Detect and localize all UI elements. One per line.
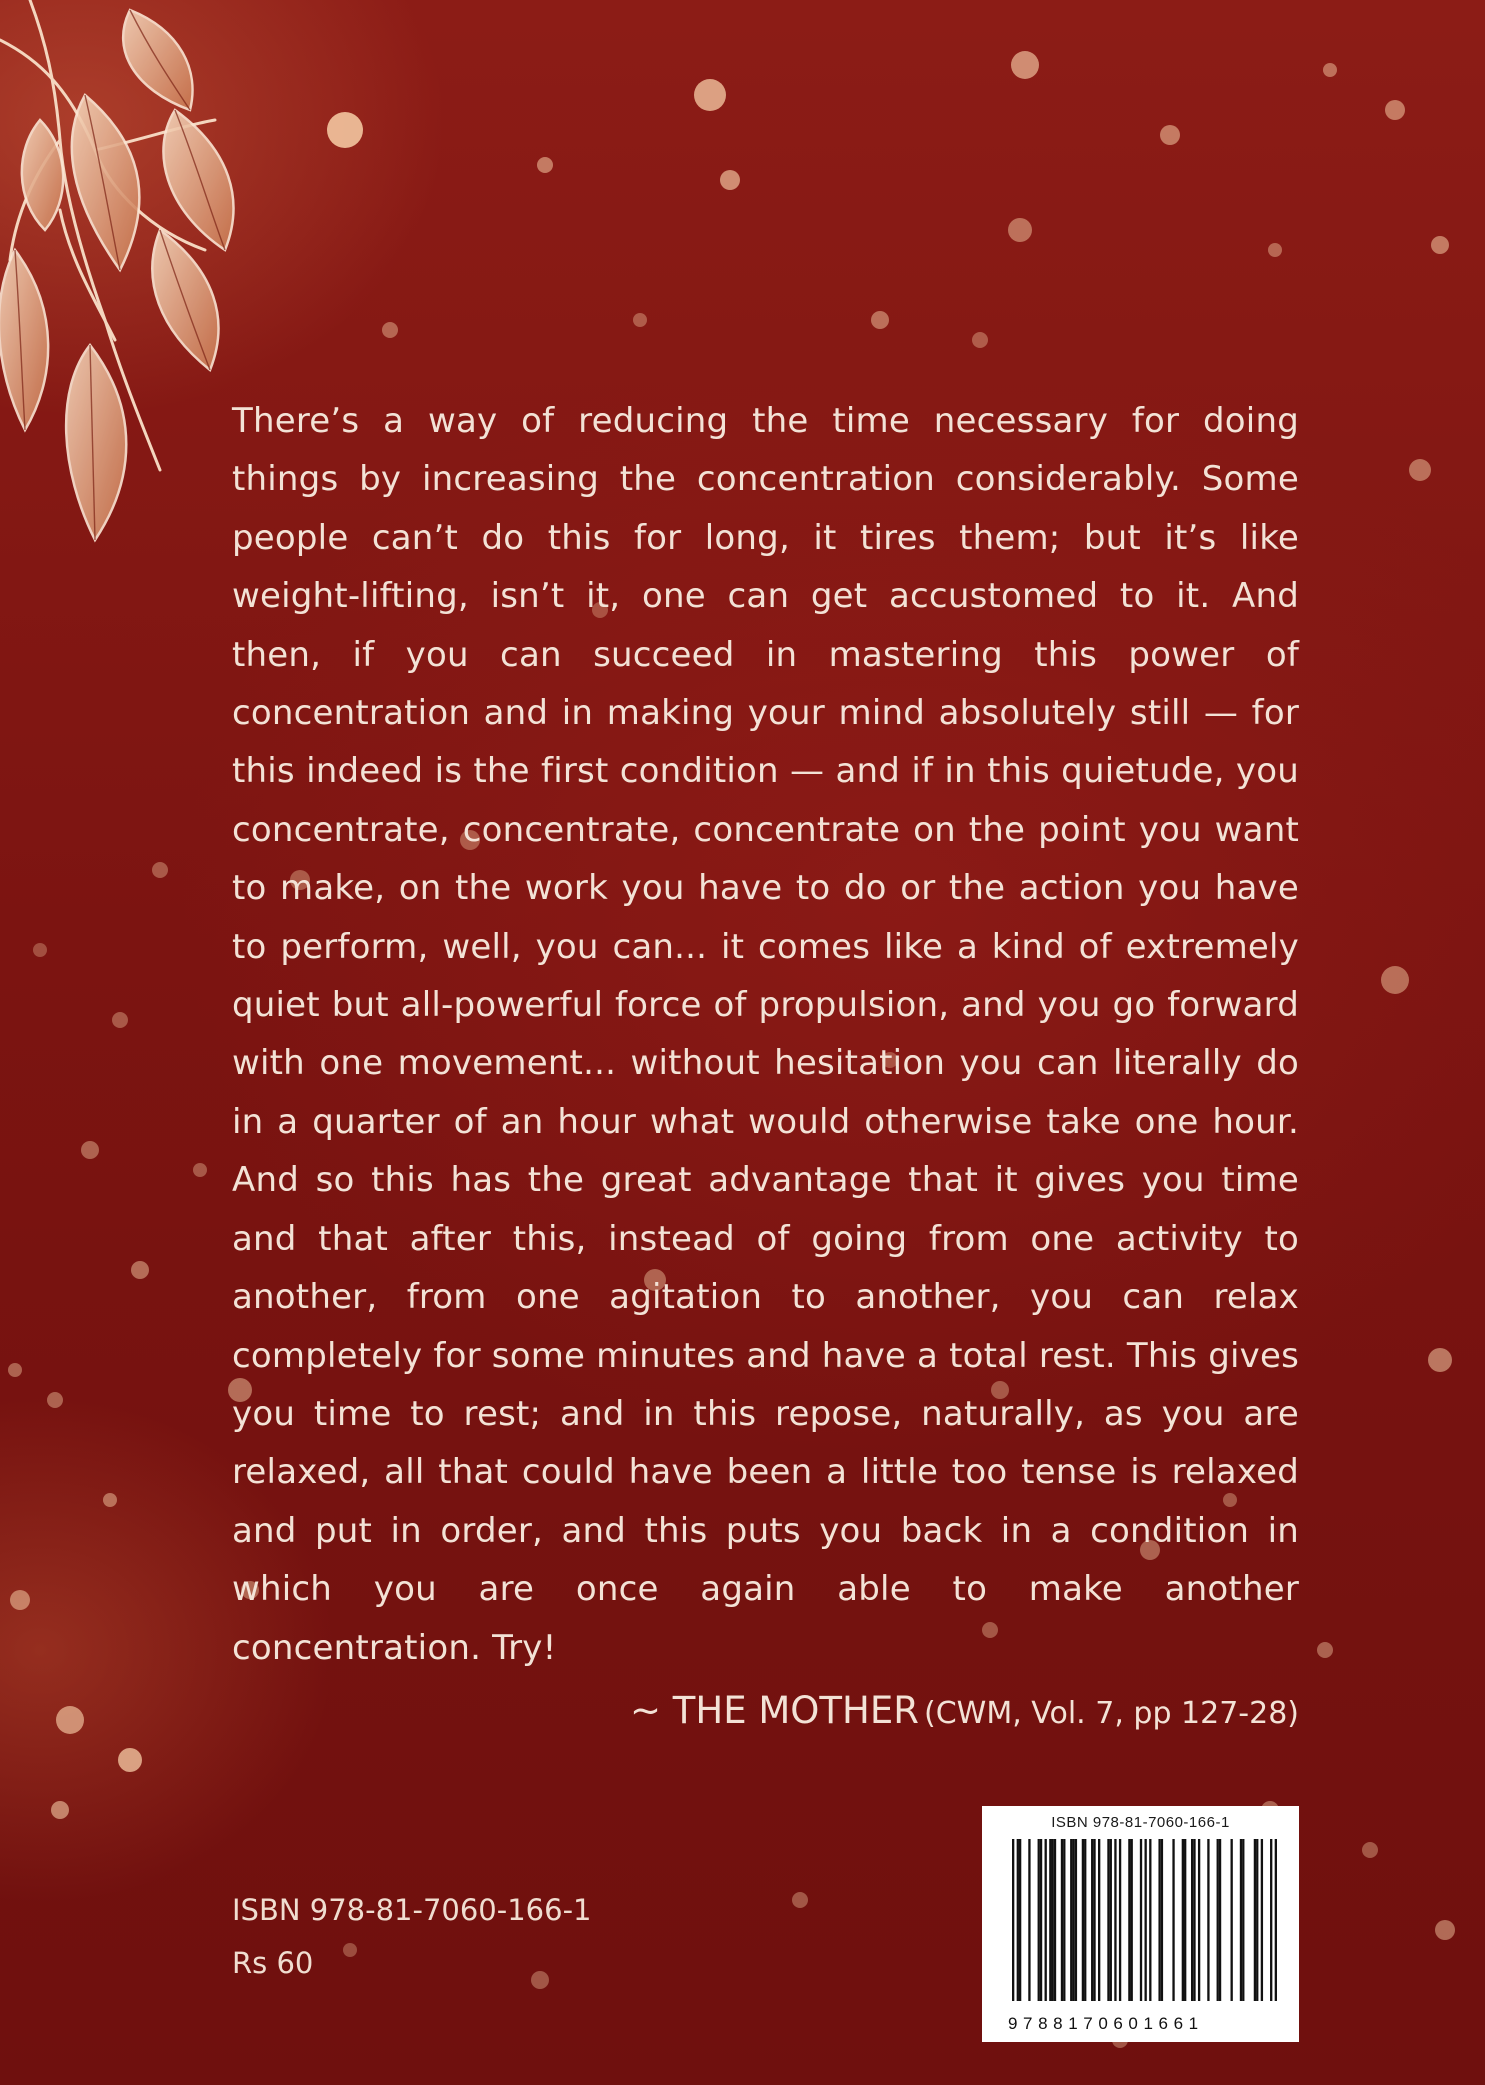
barcode-bar [1149, 1839, 1151, 2001]
bokeh-light [1160, 125, 1180, 145]
bokeh-light [1317, 1642, 1333, 1658]
barcode-bar [1184, 1839, 1186, 2001]
barcode-bar [1082, 1839, 1084, 2001]
barcode-bar [1019, 1839, 1021, 2001]
bokeh-light [1409, 459, 1431, 481]
barcode-bar [1070, 1839, 1072, 2001]
attribution-author: ~ THE MOTHER [630, 1689, 919, 1732]
bokeh-light [382, 322, 398, 338]
barcode-bar [1261, 1839, 1263, 2001]
bokeh-light [33, 943, 47, 957]
bokeh-light [118, 1748, 142, 1772]
isbn-barcode [982, 1806, 1299, 2042]
barcode-bar [1270, 1839, 1272, 2001]
barcode-bar [1040, 1839, 1042, 2001]
bokeh-light [1011, 51, 1039, 79]
bokeh-light [112, 1012, 128, 1028]
bokeh-light [56, 1706, 84, 1734]
bokeh-light [152, 862, 168, 878]
barcode-bar [1240, 1839, 1242, 2001]
bokeh-light [8, 1363, 22, 1377]
barcode-bar [1093, 1839, 1095, 2001]
barcode-bar [1098, 1839, 1100, 2001]
barcode-bar [1012, 1839, 1014, 2001]
barcode-bar [1114, 1839, 1116, 2001]
barcode-bar [1091, 1839, 1093, 2001]
bokeh-light [81, 1141, 99, 1159]
attribution-source: (CWM, Vol. 7, pp 127-28) [924, 1696, 1299, 1731]
barcode-bar [1193, 1839, 1195, 2001]
barcode-bar [1145, 1839, 1147, 2001]
bokeh-light [47, 1392, 63, 1408]
barcode-bar [1242, 1839, 1244, 2001]
quote-text: There’s a way of reducing the time necessary for doing things by increasing the concentration considerably. Some people can’t do this for long, it tires them; but it’s like weight-lifting, isn’t it, one can get accustomed to it. And then, if you can succeed in mastering this power of concentration and in making your mind absolutely still — for this indeed is the first condition — and if in this quietude, you concentrate, concentrate, concentrate on the point you want to make, on the work you have to do or the action you have to perform, well, you can... it comes like a kind of extremely quiet but all-powerful force of propulsion, and you go forward with one movement... without hesitation you can literally do in a quarter of an hour what would otherwise take one hour. And so this has the great advantage that it gives you time and that after this, instead of going from one activity to another, from one agitation to another, you can relax completely for some minutes and have a total rest. This gives you time to rest; and in this repose, naturally, as you are relaxed, all that could have been a little too tense is relaxed and put in order, and this puts you back in a condition in which you are once again able to make another concentration. Try! [232, 401, 1299, 1668]
barcode-bar [1110, 1839, 1112, 2001]
bokeh-light [1385, 100, 1405, 120]
barcode-bar [1107, 1839, 1109, 2001]
bokeh-light [1268, 243, 1282, 257]
barcode-bar [1198, 1839, 1200, 2001]
barcode-bar [1084, 1839, 1086, 2001]
book-info [232, 1884, 591, 1990]
barcode-bar [1191, 1839, 1193, 2001]
barcode-bar [1075, 1839, 1077, 2001]
barcode-bar [1207, 1839, 1209, 2001]
barcode-bar [1217, 1839, 1219, 2001]
barcode-bar [1128, 1839, 1130, 2001]
barcode-bar [1072, 1839, 1074, 2001]
barcode-bars [1012, 1839, 1277, 2001]
bokeh-light [1428, 1348, 1452, 1372]
bokeh-light [51, 1801, 69, 1819]
barcode-isbn-label: ISBN 978-81-7060-166-1 [1051, 1814, 1230, 1831]
bokeh-light [327, 112, 363, 148]
bokeh-light [1435, 1920, 1455, 1940]
barcode-bar [1140, 1839, 1142, 2001]
bokeh-light [1008, 218, 1032, 242]
barcode-bar [1131, 1839, 1133, 2001]
bokeh-light [131, 1261, 149, 1279]
attribution [630, 1689, 1299, 1732]
barcode-bar [1061, 1839, 1063, 2001]
bokeh-light [537, 157, 553, 173]
bokeh-light [871, 311, 889, 329]
barcode-bar [1017, 1839, 1019, 2001]
bokeh-light [720, 170, 740, 190]
barcode-bar [1049, 1839, 1051, 2001]
bokeh-light [193, 1163, 207, 1177]
barcode-bar [1219, 1839, 1221, 2001]
barcode-bar [1161, 1839, 1163, 2001]
bokeh-light [694, 79, 726, 111]
bokeh-light [1362, 1842, 1378, 1858]
barcode-bar [1256, 1839, 1258, 2001]
bokeh-light [1323, 63, 1337, 77]
barcode-bar [1254, 1839, 1256, 2001]
barcode-digits: 9788170601661 [1008, 2014, 1204, 2033]
barcode-bar [1045, 1839, 1047, 2001]
bokeh-light [972, 332, 988, 348]
bokeh-light [1431, 236, 1449, 254]
barcode-bar [1038, 1839, 1040, 2001]
bokeh-light [792, 1892, 808, 1908]
barcode-bar [1052, 1839, 1054, 2001]
isbn-label: ISBN 978-81-7060-166-1 [232, 1893, 592, 1927]
price-label: Rs 60 [232, 1946, 314, 1980]
barcode-bar [1063, 1839, 1065, 2001]
barcode-bar [1054, 1839, 1056, 2001]
bokeh-light [1381, 966, 1409, 994]
barcode-bar [1119, 1839, 1121, 2001]
barcode-bar [1182, 1839, 1184, 2001]
barcode-bar [1231, 1839, 1233, 2001]
bokeh-light [10, 1590, 30, 1610]
barcode-bar [1028, 1839, 1030, 2001]
bokeh-light [633, 313, 647, 327]
barcode-bar [1158, 1839, 1160, 2001]
barcode-bar [1275, 1839, 1277, 2001]
barcode-bar [1172, 1839, 1174, 2001]
bokeh-light [103, 1493, 117, 1507]
